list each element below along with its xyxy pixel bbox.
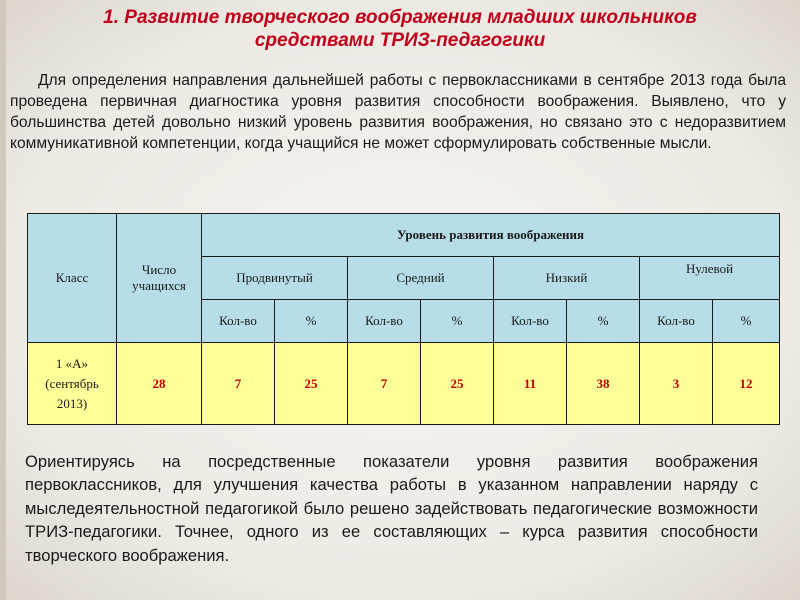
level-zero: Нулевой [640, 257, 780, 300]
conclusion-paragraph: Ориентируясь на посредственные показатели уровня развития воображения первоклассников, для улучшения качества работы в указанном направлении наряду с мыследеятельностной педагогикой было решено задействовать педагогические возможности ТРИЗ-педагогики. Точнее, одного из ее составляющих – курса развития способности творческого воображения. [25, 452, 758, 565]
cell-medium-pct: 25 [421, 343, 494, 425]
level-advanced: Продвинутый [202, 257, 348, 300]
cell-advanced-pct: 25 [275, 343, 348, 425]
cell-class: 1 «А» (сентябрь 2013) [28, 343, 117, 425]
table-row [28, 343, 780, 425]
level-medium: Средний [348, 257, 494, 300]
cell-advanced-count: 7 [202, 343, 275, 425]
header-imagination-level: Уровень развития воображения [202, 214, 780, 257]
header-class: Класс [28, 214, 117, 343]
cell-students: 28 [117, 343, 202, 425]
slide-left-edge [0, 0, 6, 600]
sub-pct-zero: % [713, 300, 780, 343]
title-line-2: средствами ТРИЗ-педагогики [254, 30, 546, 51]
title-line-1: 1. Развитие творческого воображения младших школьников [103, 7, 697, 28]
cell-zero-pct: 12 [713, 343, 780, 425]
sub-pct-medium: % [421, 300, 494, 343]
sub-pct-low: % [567, 300, 640, 343]
sub-count-medium: Кол-во [348, 300, 421, 343]
cell-low-pct: 38 [567, 343, 640, 425]
header-students: Число учащихся [117, 214, 202, 343]
sub-pct-advanced: % [275, 300, 348, 343]
intro-paragraph: Для определения направления дальнейшей работы с первоклассниками в сентябре 2013 года была проведена первичная диагностика уровня развития способности воображения. Выявлено, что у большинства детей довольно низкий уровень развития воображения, но связано это с недоразвитием коммуникативной компетенции, когда учащийся не может сформулировать собственные мысли. [10, 72, 786, 152]
cell-medium-count: 7 [348, 343, 421, 425]
diagnostics-table [27, 213, 780, 425]
level-low: Низкий [494, 257, 640, 300]
cell-low-count: 11 [494, 343, 567, 425]
sub-count-advanced: Кол-во [202, 300, 275, 343]
cell-zero-count: 3 [640, 343, 713, 425]
sub-count-zero: Кол-во [640, 300, 713, 343]
sub-count-low: Кол-во [494, 300, 567, 343]
slide-title [20, 6, 780, 52]
